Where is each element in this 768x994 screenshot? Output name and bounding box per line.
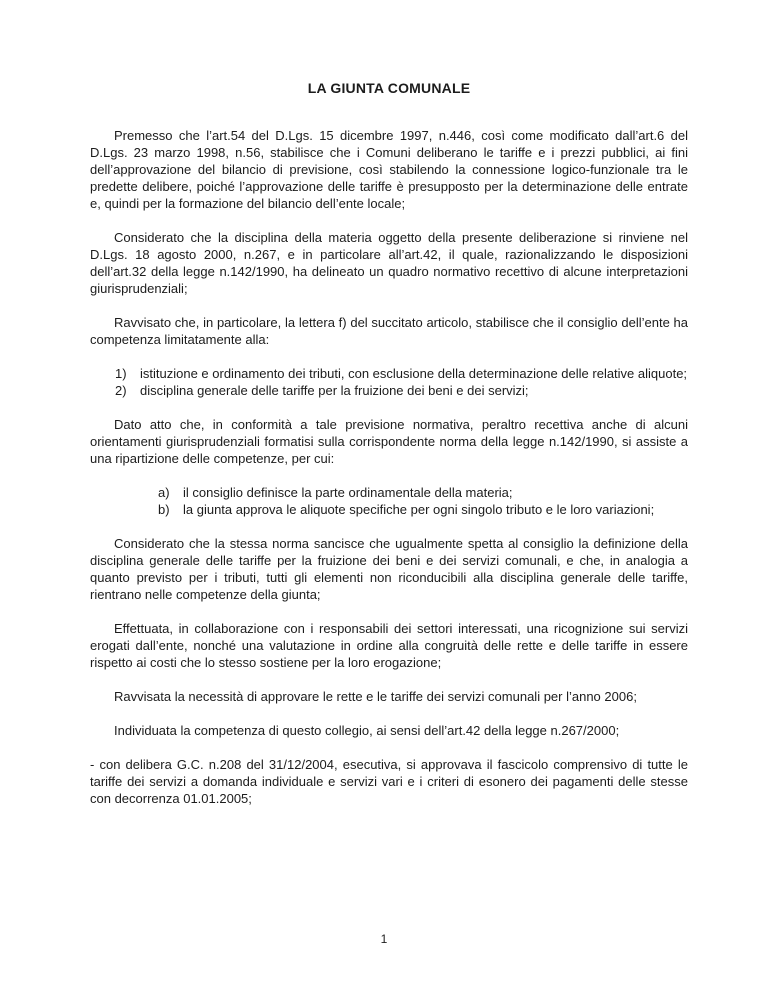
- paragraph-considerato-norma: Considerato che la stessa norma sancisce che ugualmente spetta al consiglio la definizione della disciplina generale delle tariffe per la fruizione dei beni e dei servizi comunali, e che, in analogia a quanto previsto per i tributi, tutti gli elementi non riconducibili alla disciplina generale delle tariffe, rientrano nelle competenze della giunta;: [90, 536, 688, 602]
- paragraph-ravvisata: Ravvisata la necessità di approvare le rette e le tariffe dei servizi comunali per l’anno 2006;: [114, 689, 637, 704]
- lettered-list-item-a: [158, 484, 688, 501]
- lettered-list-item-b: [158, 501, 688, 518]
- paragraph-effettuata: Effettuata, in collaborazione con i responsabili dei settori interessati, una ricognizione sui servizi erogati dall’ente, nonché una valutazione in ordine alla congruità delle rette e delle tariffe in essere rispetto ai costi che lo stesso sostiene per la loro erogazione;: [90, 621, 688, 670]
- paragraph-dato-atto: Dato atto che, in conformità a tale previsione normativa, peraltro recettiva anche di alcuni orientamenti giurisprudenziali formatisi sulla corrispondente norma della legge n.142/1990, si assiste a una ripartizione delle competenze, per cui:: [90, 417, 688, 466]
- list-item-marker: b): [158, 502, 170, 517]
- numbered-list-item-1: [115, 365, 688, 382]
- list-item-text: la giunta approva le aliquote specifiche per ogni singolo tributo e le loro variazioni;: [183, 502, 655, 517]
- list-item-text: il consiglio definisce la parte ordinamentale della materia;: [183, 485, 513, 500]
- list-item-text: disciplina generale delle tariffe per la fruizione dei beni e dei servizi;: [140, 383, 529, 398]
- numbered-list-item-2: [115, 382, 688, 399]
- list-item-marker: 2): [115, 383, 127, 398]
- numbered-list: [90, 365, 688, 399]
- paragraph-delibera: - con delibera G.C. n.208 del 31/12/2004, esecutiva, si approvava il fascicolo comprensivo di tutte le tariffe dei servizi a domanda individuale e servizi vari e i criteri di esonero dei pagamenti delle stesse con decorrenza 01.01.2005;: [90, 757, 688, 806]
- list-item-marker: a): [158, 485, 170, 500]
- paragraph-considerato-disciplina: Considerato che la disciplina della materia oggetto della presente deliberazione si rinviene nel D.Lgs. 18 agosto 2000, n.267, e in particolare all’art.42, il quale, razionalizzando le disposizioni dell’art.32 della legge n.142/1990, ha delineato un quadro normativo recettivo di alcune interpretazioni giurisprudenziali;: [90, 230, 688, 296]
- paragraph-ravvisato: Ravvisato che, in particolare, la lettera f) del succitato articolo, stabilisce che il consiglio dell’ente ha competenza limitatamente alla:: [90, 315, 688, 347]
- page-number: 1: [380, 932, 388, 946]
- paragraph-individuata: Individuata la competenza di questo collegio, ai sensi dell’art.42 della legge n.267/2000;: [114, 723, 620, 738]
- list-item-marker: 1): [115, 366, 127, 381]
- list-item-text: istituzione e ordinamento dei tributi, con esclusione della determinazione delle relative aliquote;: [140, 366, 688, 381]
- lettered-list: [90, 484, 688, 518]
- paragraph-premesso: Premesso che l’art.54 del D.Lgs. 15 dicembre 1997, n.446, così come modificato dall’art.6 del D.Lgs. 23 marzo 1998, n.56, stabilisce che i Comuni deliberano le tariffe e i prezzi pubblici, ai fini dell’approvazione del bilancio di previsione, così stabilendo la connessione logico-funzionale tra le predette delibere, poiché l’approvazione delle tariffe è presupposto per la determinazione delle entrate e, quindi per la formazione del bilancio dell’ente locale;: [90, 128, 688, 211]
- document-title: LA GIUNTA COMUNALE: [307, 80, 471, 96]
